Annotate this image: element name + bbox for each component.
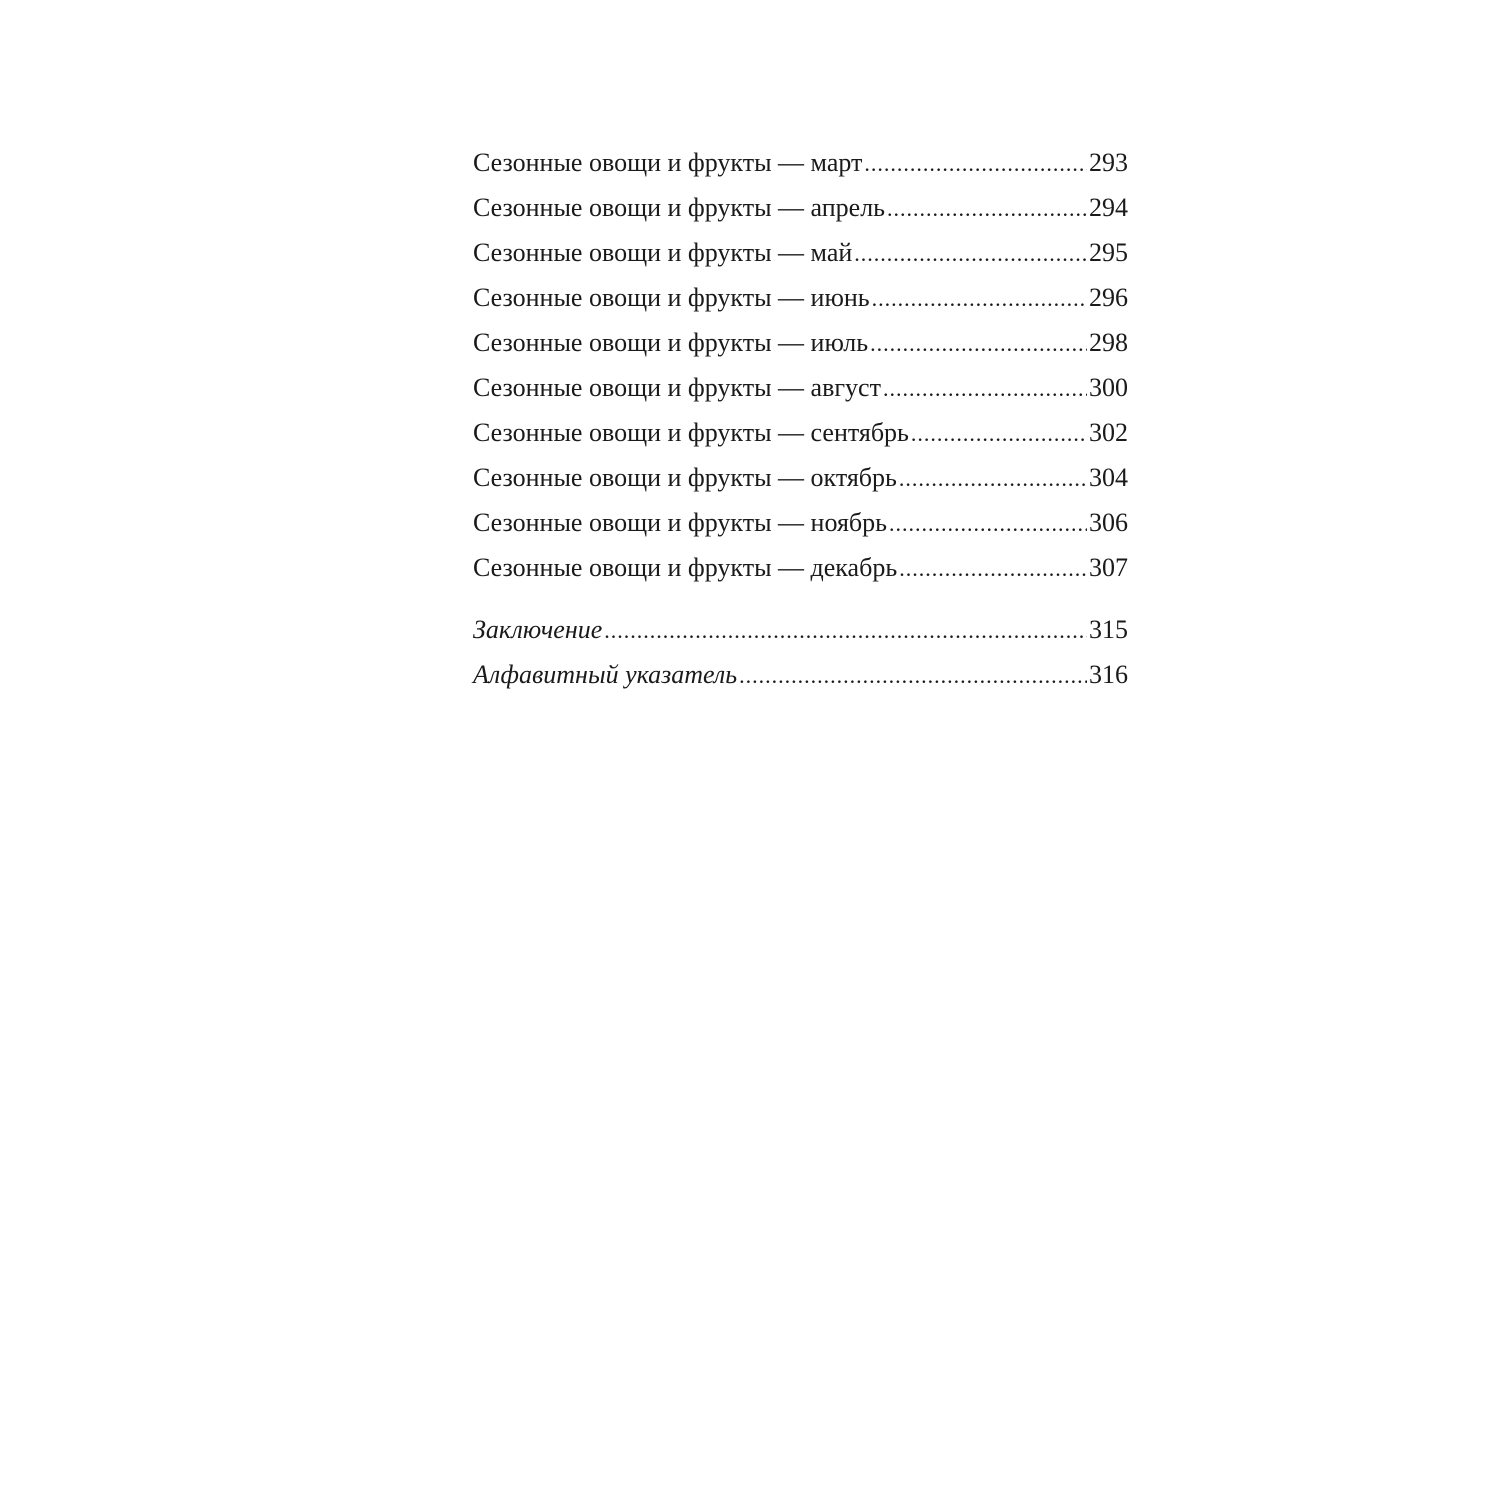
toc-entry-title: Заключение	[473, 615, 603, 644]
toc-entry[interactable]	[473, 275, 1128, 320]
toc-entry-title: Алфавитный указатель	[473, 660, 738, 689]
dot-leader	[911, 411, 1087, 456]
toc-entry-page: 307	[1089, 553, 1128, 582]
dot-leader	[883, 366, 1087, 411]
toc-entry-page: 302	[1089, 418, 1128, 447]
toc-entry-page: 316	[1089, 660, 1128, 689]
toc-entry[interactable]	[473, 320, 1128, 365]
toc-entry[interactable]	[473, 230, 1128, 275]
toc-group-closing	[473, 607, 1128, 697]
toc-entry-index[interactable]	[473, 652, 1128, 697]
toc-entry[interactable]	[473, 185, 1128, 230]
toc-entry[interactable]	[473, 140, 1128, 185]
dot-leader	[887, 186, 1087, 231]
dot-leader	[864, 141, 1087, 186]
toc-entry-title: Сезонные овощи и фрукты — октябрь	[473, 463, 897, 492]
toc-entry-page: 293	[1089, 148, 1128, 177]
dot-leader	[872, 276, 1087, 321]
toc-entry-page: 298	[1089, 328, 1128, 357]
toc-entry-title: Сезонные овощи и фрукты — август	[473, 373, 881, 402]
toc-entry-page: 300	[1089, 373, 1128, 402]
dot-leader	[854, 231, 1087, 276]
toc-entry-title: Сезонные овощи и фрукты — сентябрь	[473, 418, 909, 447]
table-of-contents	[473, 140, 1128, 697]
dot-leader	[899, 456, 1087, 501]
dot-leader	[870, 321, 1087, 366]
toc-group-seasonal	[473, 140, 1128, 590]
toc-entry-page: 306	[1089, 508, 1128, 537]
toc-entry-title: Сезонные овощи и фрукты — март	[473, 148, 863, 177]
dot-leader	[604, 608, 1087, 653]
toc-entry[interactable]	[473, 410, 1128, 455]
toc-entry[interactable]	[473, 545, 1128, 590]
toc-entry-title: Сезонные овощи и фрукты — июнь	[473, 283, 870, 312]
toc-entry[interactable]	[473, 500, 1128, 545]
dot-leader	[889, 501, 1087, 546]
toc-entry-title: Сезонные овощи и фрукты — июль	[473, 328, 869, 357]
toc-entry[interactable]	[473, 365, 1128, 410]
dot-leader	[739, 653, 1087, 698]
toc-entry-page: 295	[1089, 238, 1128, 267]
toc-entry-title: Сезонные овощи и фрукты — май	[473, 238, 853, 267]
toc-entry-page: 294	[1089, 193, 1128, 222]
dot-leader	[899, 546, 1087, 591]
toc-entry[interactable]	[473, 455, 1128, 500]
toc-entry-page: 296	[1089, 283, 1128, 312]
toc-entry-title: Сезонные овощи и фрукты — декабрь	[473, 553, 898, 582]
toc-entry-page: 315	[1089, 615, 1128, 644]
toc-entry-title: Сезонные овощи и фрукты — апрель	[473, 193, 886, 222]
toc-entry-title: Сезонные овощи и фрукты — ноябрь	[473, 508, 888, 537]
toc-entry-page: 304	[1089, 463, 1128, 492]
toc-entry-conclusion[interactable]	[473, 607, 1128, 652]
